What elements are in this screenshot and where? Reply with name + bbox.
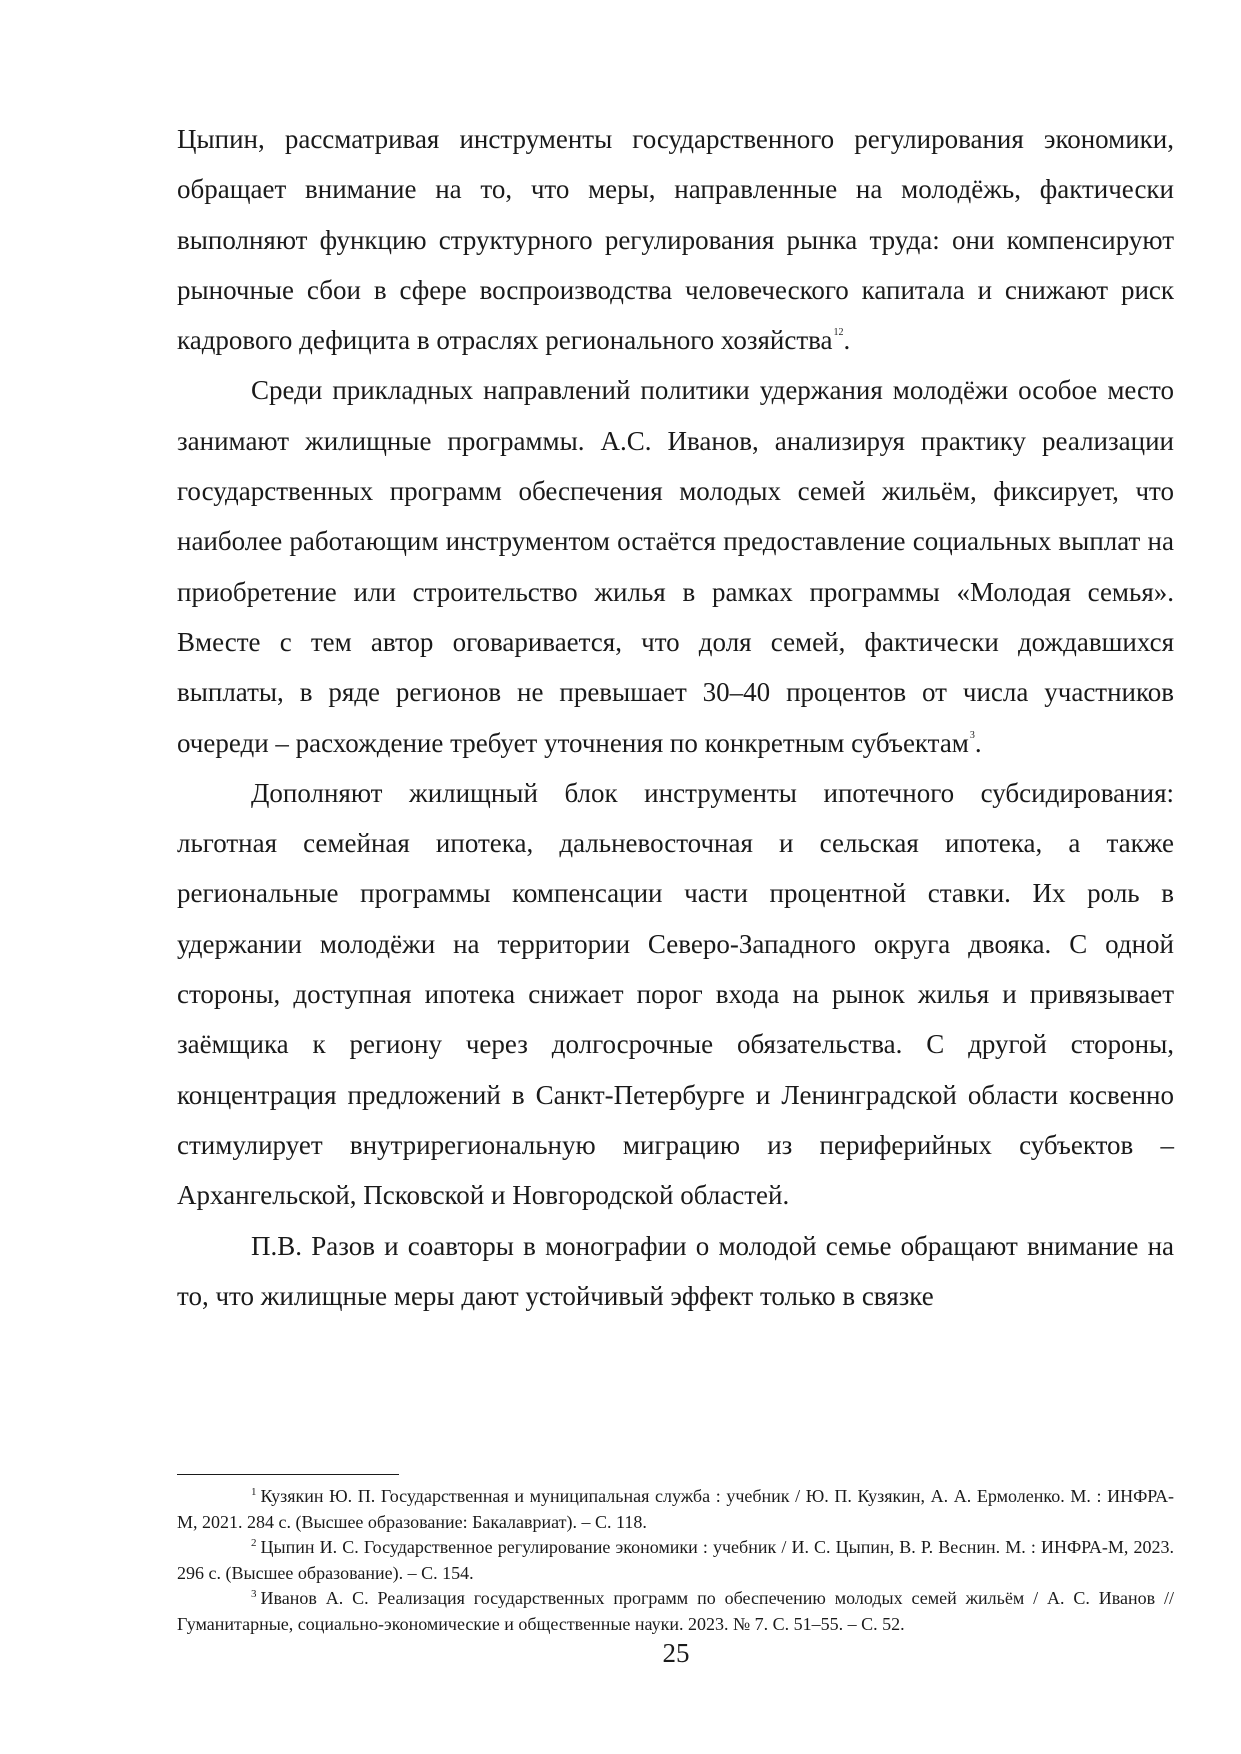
footnote-number: 2 xyxy=(251,1537,257,1549)
footnote-text: Кузякин Ю. П. Государственная и муниципальная служба : учебник / Ю. П. Кузякин, А. А. Ермоленко. М. : ИНФРА-М, 2021. 284 с. (Высшее образование: Бакалавриат). – С. 118. xyxy=(177,1486,1174,1532)
paragraph-tail: . xyxy=(843,325,851,356)
footnote xyxy=(177,1484,1174,1535)
paragraph xyxy=(177,1221,1174,1322)
body-text xyxy=(177,114,1174,1321)
footnotes xyxy=(177,1484,1174,1637)
paragraph-text: Дополняют жилищный блок инструменты ипотечного субсидирования: льготная семейная ипотека, дальневосточная и сельская ипотека, а также региональные программы компенсации части процентной ставки. Их роль в удержании молодёжи на территории Северо-Западного округа двояка. С одной стороны, доступная ипотека снижает порог входа на рынок жилья и привязывает заёмщика к региону через долгосрочные обязательства. С другой стороны, концентрация предложений в Санкт-Петербурге и Ленинградской области косвенно стимулирует внутрирегиональную миграцию из периферийных субъектов – Архангельской, Псковской и Новгородской областей. xyxy=(177,777,1174,1211)
page-number: 25 xyxy=(662,1638,690,1668)
paragraph-text: Среди прикладных направлений политики удержания молодёжи особое место занимают жилищные программы. А.С. Иванов, анализируя практику реализации государственных программ обеспечения молодых семей жильём, фиксирует, что наиболее работающим инструментом остаётся предоставление социальных выплат на приобретение или строительство жилья в рамках программы «Молодая семья». Вместе с тем автор оговаривается, что доля семей, фактически дождавшихся выплаты, в ряде регионов не превышает 30–40 процентов от числа участников очереди – расхождение требует уточнения по конкретным субъектам xyxy=(177,375,1174,758)
paragraph xyxy=(177,365,1174,767)
footnote-separator xyxy=(177,1474,399,1475)
footnote xyxy=(177,1535,1174,1586)
footnote-text: Цыпин И. С. Государственное регулирование экономики : учебник / И. С. Цыпин, В. Р. Веснин. М. : ИНФРА-М, 2023. 296 с. (Высшее образование). – С. 154. xyxy=(177,1537,1174,1583)
footnote-reference: 12 xyxy=(833,327,844,339)
footnote xyxy=(177,1586,1174,1637)
footnote-number: 3 xyxy=(251,1588,257,1600)
footnote-number: 1 xyxy=(251,1486,257,1498)
paragraph-text: Цыпин, рассматривая инструменты государственного регулирования экономики, обращает внимание на то, что меры, направленные на молодёжь, фактически выполняют функцию структурного регулирования рынка труда: они компенсируют рыночные сбои в сфере воспроизводства человеческого капитала и снижают риск кадрового дефицита в отраслях регионального хозяйства xyxy=(177,124,1174,356)
footnote-reference: 3 xyxy=(969,729,975,741)
paragraph-tail: . xyxy=(974,727,982,758)
paragraph xyxy=(177,768,1174,1221)
footnote-text: Иванов А. С. Реализация государственных программ по обеспечению молодых семей жильём / А. С. Иванов // Гуманитарные, социально-экономические и общественные науки. 2023. № 7. С. 51–55. – С. 52. xyxy=(177,1588,1174,1634)
paragraph-text: П.В. Разов и соавторы в монографии о молодой семье обращают внимание на то, что жилищные меры дают устойчивый эффект только в связке xyxy=(177,1230,1174,1311)
paragraph xyxy=(177,114,1174,365)
